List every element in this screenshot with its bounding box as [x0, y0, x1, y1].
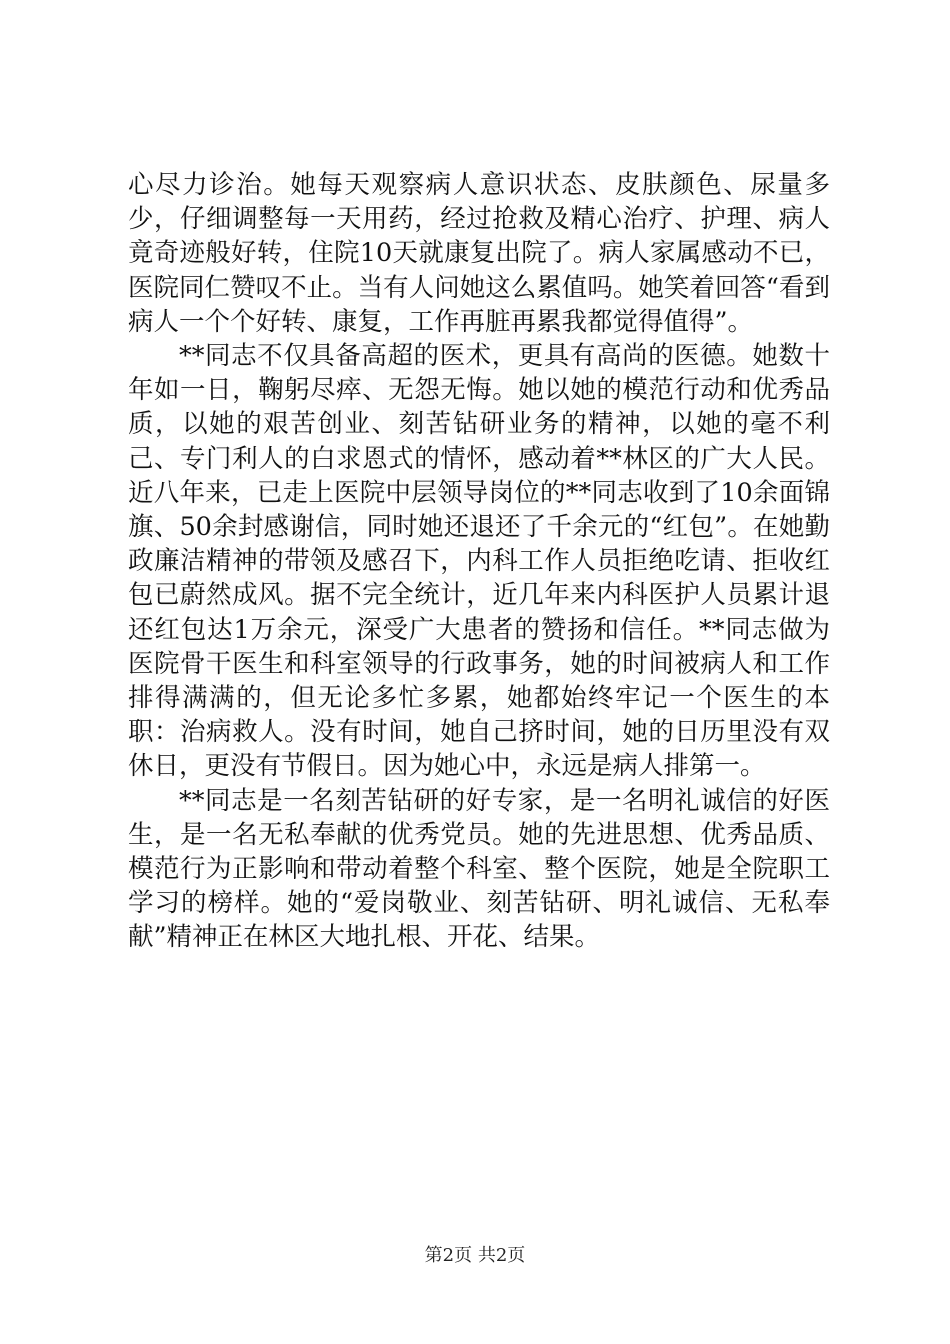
- paragraph-medical-ethics: **同志不仅具备高超的医术，更具有高尚的医德。她数十年如一日，鞠躬尽瘁、无怨无悔。她以她的模范行动和优秀品质，以她的艰苦创业、刻苦钻研业务的精神，以她的毫不利己、专门利人的白求恩式的情怀，感动着**林区的广大人民。近八年来，已走上医院中层领导岗位的**同志收到了10余面锦旗、50余封感谢信，同时她还退还了千余元的“红包”。在她勤政廉洁精神的带领及感召下，内科工作人员拒绝吃请、拒收红包已蔚然成风。据不完全统计，近几年来内科医护人员累计退还红包达1万余元，深受广大患者的赞扬和信任。**同志做为医院骨干医生和科室领导的行政事务，她的时间被病人和工作排得满满的，但无论多忙多累，她都始终牢记一个医生的本职：治病救人。没有时间，她自己挤时间，她的日历里没有双休日，更没有节假日。因为她心中，永远是病人排第一。: [128, 341, 830, 782]
- paragraph-conclusion: **同志是一名刻苦钻研的好专家，是一名明礼诚信的好医生，是一名无私奉献的优秀党员。她的先进思想、优秀品质、模范行为正影响和带动着整个科室、整个医院，她是全院职工学习的榜样。她的“爱岗敬业、刻苦钻研、明礼诚信、无私奉献”精神正在林区大地扎根、开花、结果。: [128, 785, 830, 953]
- document-body: [128, 168, 830, 955]
- page-footer: 第2页 共2页: [424, 1245, 526, 1266]
- paragraph-continuation: 心尽力诊治。她每天观察病人意识状态、皮肤颜色、尿量多少，仔细调整每一天用药，经过抢救及精心治疗、护理、病人竟奇迹般好转，住院10天就康复出院了。病人家属感动不已，医院同仁赞叹不止。当有人问她这么累值吗。她笑着回答“看到病人一个个好转、康复，工作再脏再累我都觉得值得”。: [128, 170, 830, 337]
